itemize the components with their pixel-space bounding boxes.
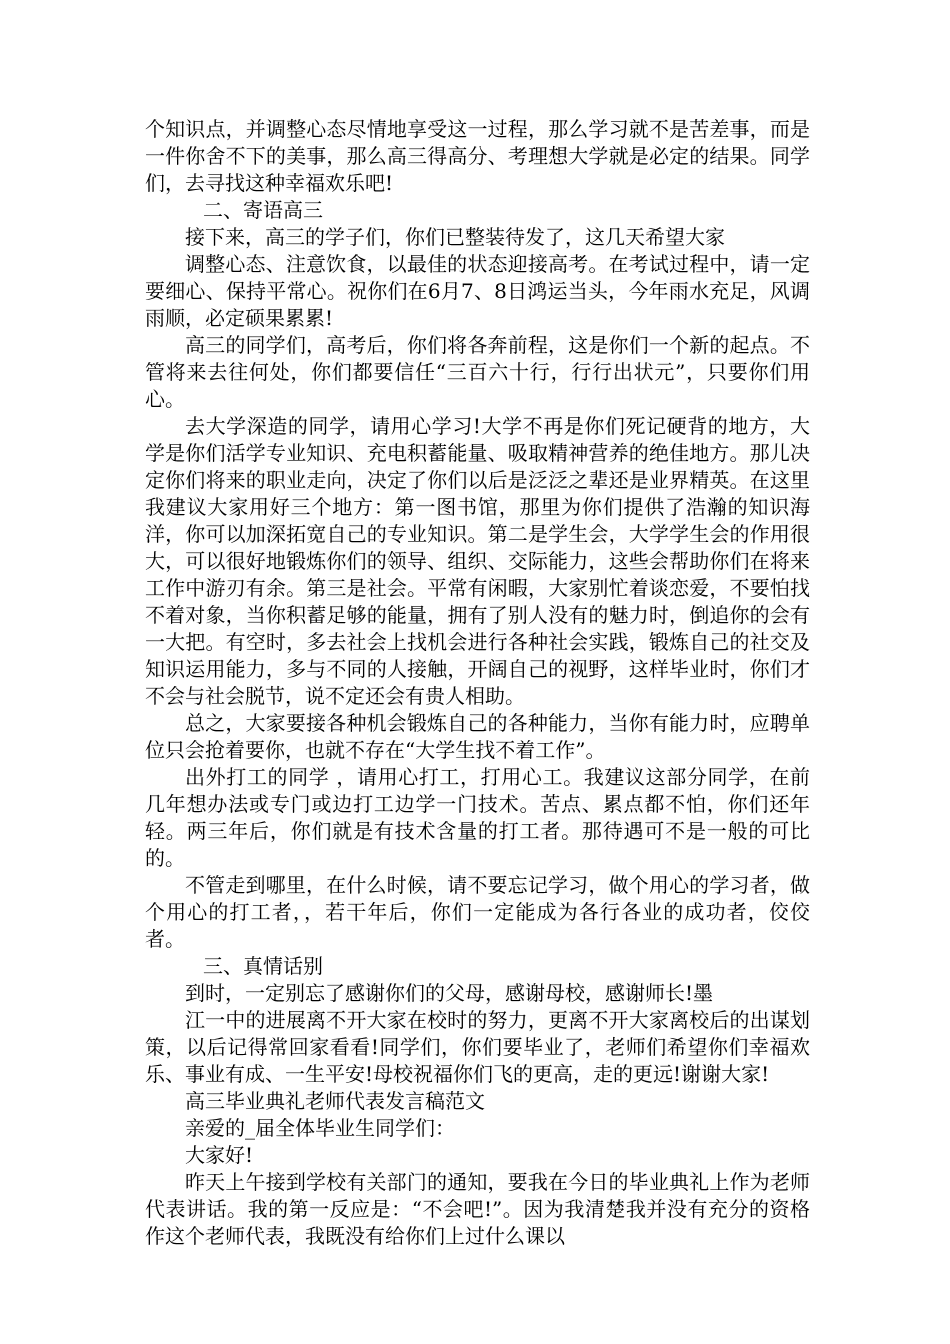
- paragraph-keep-learning: 不管走到哪里，在什么时候，请不要忘记学习，做个用心的学习者，做个用心的打工者，，若干年后，你们一定能成为各行各业的成功者，佼佼者。: [145, 873, 810, 951]
- paragraph-new-start: 高三的同学们，高考后，你们将各奔前程，这是你们一个新的起点。不管将来去往何处，你们都要信任“三百六十行，行行出状元”，只要你们用心。: [145, 333, 810, 411]
- section-heading-3: 三、真情话别: [203, 954, 323, 978]
- section-heading-2: 二、寄语高三: [203, 198, 323, 222]
- document-page: [145, 116, 810, 1250]
- paragraph-thanks: 到时，一定别忘了感谢你们的父母，感谢母校，感谢师长!墨: [185, 981, 714, 1005]
- speech-greeting: 大家好!: [185, 1143, 254, 1167]
- paragraph-speech-opening: 昨天上午接到学校有关部门的通知，要我在今日的毕业典礼上作为老师代表讲话。我的第一反应是：“不会吧!”。因为我清楚我并没有充分的资格作这个老师代表，我既没有给你们上过什么课以: [145, 1170, 810, 1248]
- paragraph-exam-wishes: 调整心态、注意饮食，以最佳的状态迎接高考。在考试过程中，请一定要细心、保持平常心。祝你们在6月7、8日鸿运当头，今年雨水充足，风调雨顺，必定硕果累累!: [145, 252, 810, 330]
- paragraph-university: 去大学深造的同学，请用心学习!大学不再是你们死记硬背的地方，大学是你们活学专业知识、充电积蓄能量、吸取精神营养的绝佳地方。那儿决定你们将来的职业走向，决定了你们以后是泛泛之辈还是业界精英。在这里我建议大家用好三个地方：第一图书馆，那里为你们提供了浩瀚的知识海洋，你可以加深拓宽自己的专业知识。第二是学生会，大学学生会的作用很大，可以很好地锻炼你们的领导、组织、交际能力，这些会帮助你们在将来工作中游刃有余。第三是社会。平常有闲暇，大家别忙着谈恋爱，不要怕找不着对象，当你积蓄足够的能量，拥有了别人没有的魅力时，倒追你的会有一大把。有空时，多去社会上找机会进行各种社会实践，锻炼自己的社交及知识运用能力，多与不同的人接触，开阔自己的视野，这样毕业时，你们才不会与社会脱节，说不定还会有贵人相助。: [145, 414, 810, 708]
- paragraph-work: 出外打工的同学 ，请用心打工，打用心工。我建议这部分同学，在前几年想办法或专门或边打工边学一门技术。苦点、累点都不怕，你们还年轻。两三年后，你们就是有技术含量的打工者。那待遇可不是一般的可比的。: [145, 765, 810, 870]
- speech-salutation: 亲爱的_届全体毕业生同学们：: [185, 1116, 455, 1140]
- paragraph-intro-continuation: 个知识点，并调整心态尽情地享受这一过程，那么学习就不是苦差事，而是一件你舍不下的美事，那么高三得高分、考理想大学就是必定的结果。同学们，去寻找这种幸福欢乐吧!: [145, 117, 810, 195]
- paragraph-farewell: 江一中的进展离不开大家在校时的努力，更离不开大家离校后的出谋划策，以后记得常回家看看!同学们，你们要毕业了，老师们希望你们幸福欢乐、事业有成、一生平安!母校祝福你们飞的更高，走的更远!谢谢大家!: [145, 1008, 810, 1086]
- speech-title: 高三毕业典礼老师代表发言稿范文: [185, 1089, 485, 1113]
- paragraph-next-step: 接下来，高三的学子们，你们已整装待发了，这几天希望大家: [185, 225, 725, 249]
- paragraph-summary: 总之，大家要接各种机会锻炼自己的各种能力，当你有能力时，应聘单位只会抢着要你，也就不存在“大学生找不着工作”。: [145, 711, 810, 762]
